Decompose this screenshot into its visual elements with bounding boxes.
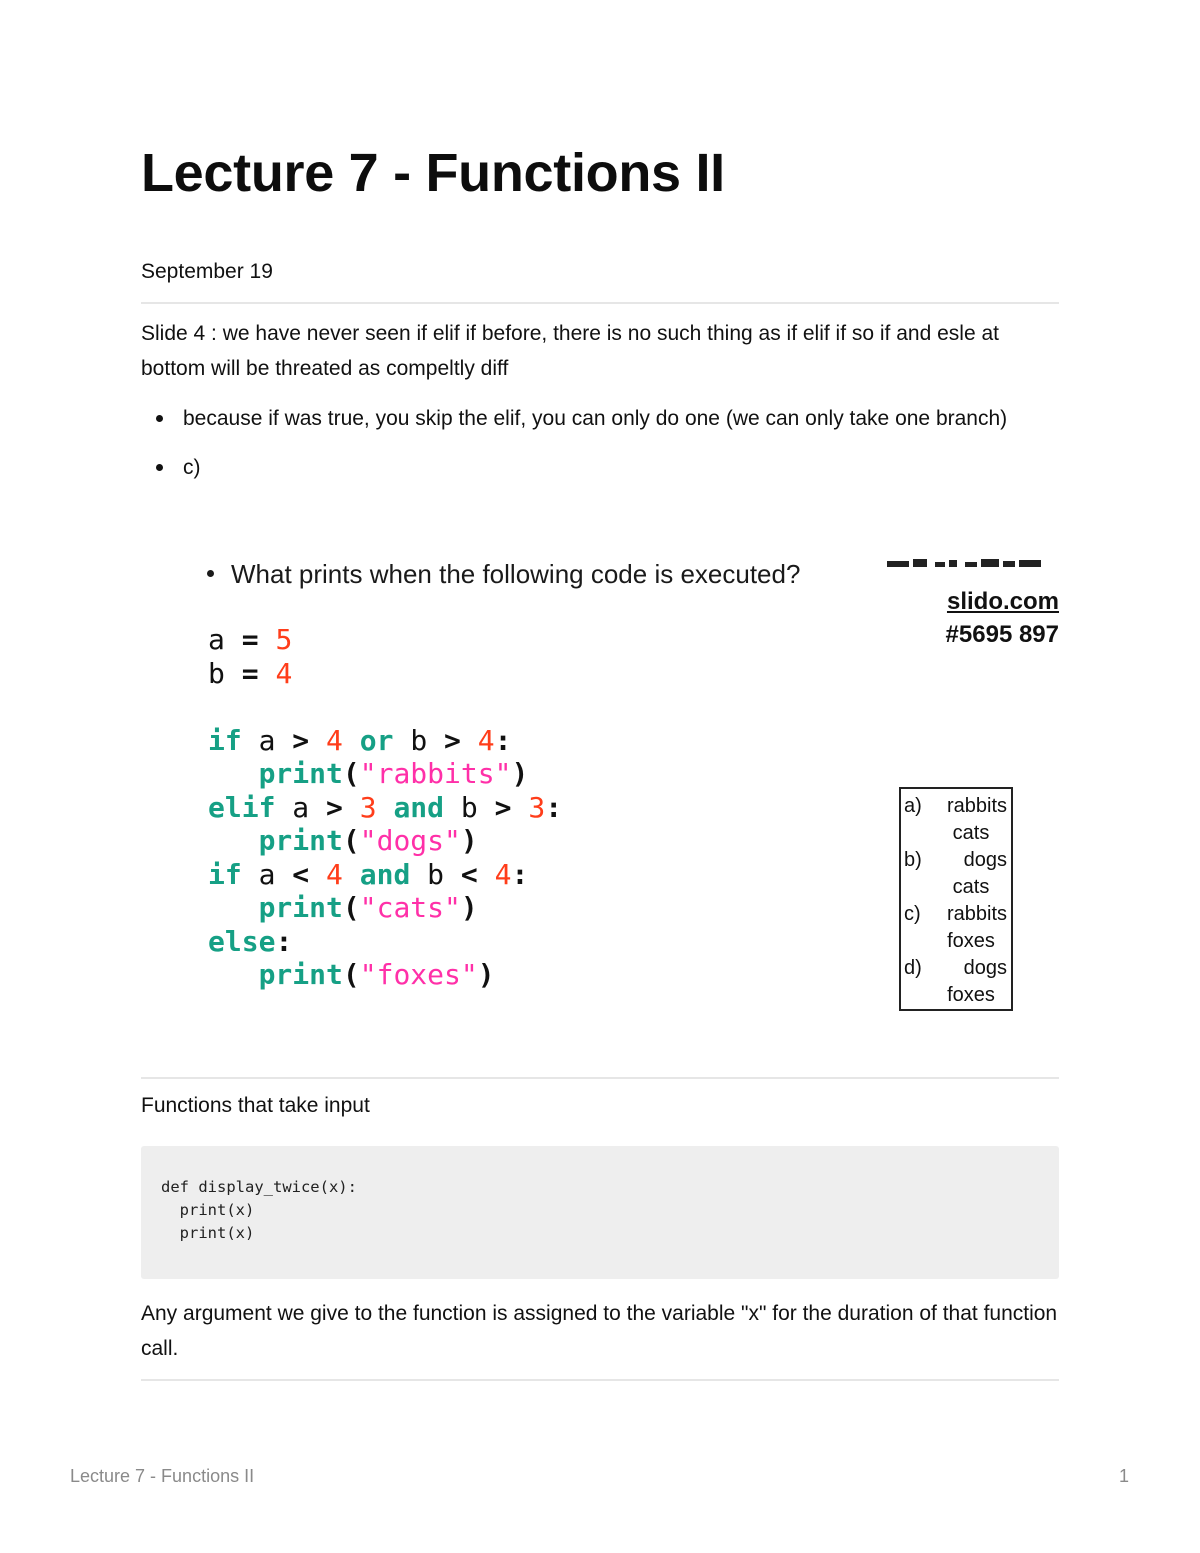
page-title: Lecture 7 - Functions II — [141, 143, 725, 203]
list-item-text: c) — [183, 456, 201, 479]
slide-image — [195, 545, 1065, 1020]
answer-choice — [901, 793, 1011, 847]
lecture-date: September 19 — [141, 260, 273, 283]
footer-title: Lecture 7 - Functions II — [70, 1466, 255, 1486]
page-number: 1 — [1118, 1466, 1129, 1486]
list-item — [141, 401, 1061, 436]
explanation-paragraph: Any argument we give to the function is assigned to the variable "x" for the duration of that function call. — [141, 1302, 1058, 1360]
list-item-text: because if was true, you skip the elif, you can only do one (we can only take one branch) — [183, 407, 1008, 430]
choice-line-1: dogs — [963, 849, 1007, 871]
slido-info — [946, 585, 1059, 651]
choice-line-1: rabbits — [946, 903, 1007, 925]
bullet-dot — [156, 464, 163, 471]
slido-url[interactable]: slido.com — [946, 588, 1059, 615]
intro-paragraph: Slide 4 : we have never seen if elif if before, there is no such thing as if elif if so if and esle at bottom will be threated as compeltly diff — [141, 322, 999, 380]
divider — [141, 1379, 1059, 1381]
bullet-dot — [207, 570, 214, 577]
answer-choice — [901, 955, 1011, 1009]
list-item — [141, 450, 1061, 485]
divider — [141, 302, 1059, 304]
code-block — [141, 1146, 1059, 1279]
code-block-text: def display_twice(x): print(x) print(x) — [161, 1178, 357, 1242]
answer-choices — [899, 787, 1013, 1011]
choice-line-2: foxes — [947, 930, 995, 952]
choice-letter: b) — [904, 849, 922, 871]
slido-code: #5695 897 — [945, 621, 1059, 648]
choice-line-1: rabbits — [946, 795, 1007, 817]
choice-letter: d) — [904, 957, 922, 979]
cropped-header-scribble-icon — [887, 557, 1057, 571]
slide-question — [207, 559, 800, 590]
section-heading: Functions that take input — [141, 1094, 370, 1117]
notes-list — [141, 401, 1061, 499]
choice-line-2: cats — [952, 822, 990, 844]
divider — [141, 1077, 1059, 1079]
bullet-dot — [156, 415, 163, 422]
choice-letter: a) — [904, 795, 922, 817]
answer-choice — [901, 847, 1011, 901]
slide-code: a = 5 b = 4 if a > 4 or b > 4: print("rabbits") elif a > 3 and b > 3: print("dogs") if a < 4 and b < 4: print("cats") else: print("foxes") — [208, 623, 563, 991]
answer-choice — [901, 901, 1011, 955]
choice-letter: c) — [904, 903, 921, 925]
choice-line-2: foxes — [947, 984, 995, 1006]
slide-question-text: What prints when the following code is executed? — [231, 559, 801, 589]
choice-line-2: cats — [952, 876, 990, 898]
choice-line-1: dogs — [963, 957, 1007, 979]
